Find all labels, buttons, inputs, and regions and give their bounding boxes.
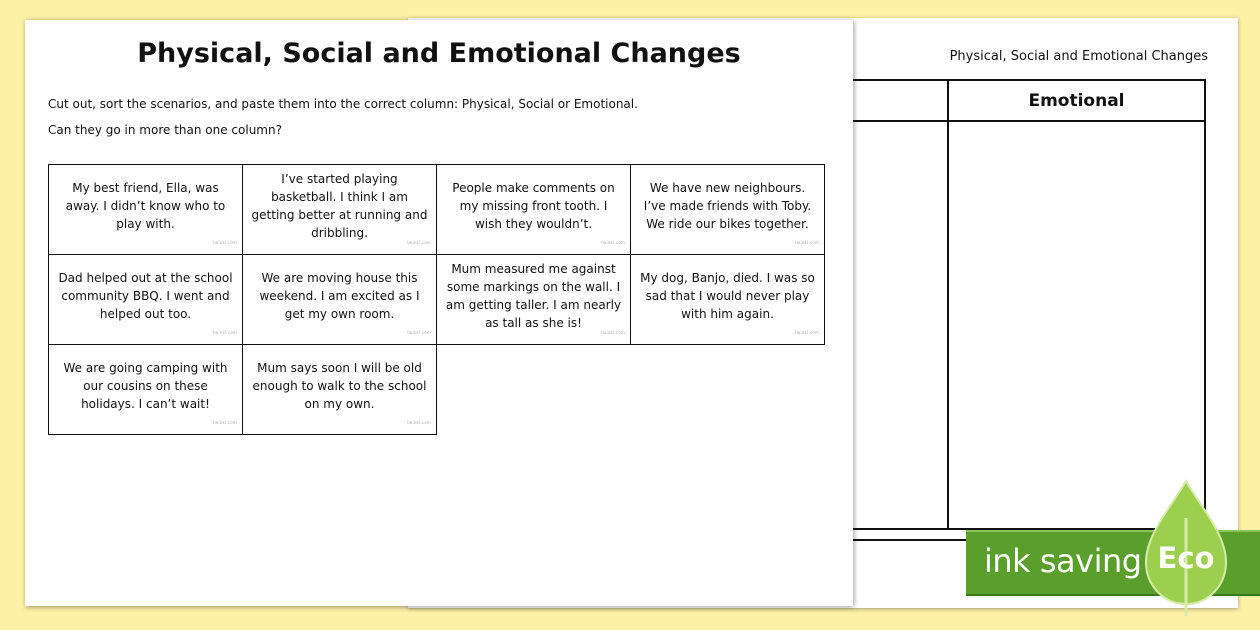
scenario-card-text: My dog, Banjo, died. I was so sad that I would never play with him again. [640, 270, 815, 321]
question-text: Can they go in more than one column? [48, 123, 282, 137]
scenario-card [48, 344, 243, 435]
front-worksheet-page [25, 20, 853, 606]
card-watermark: twinkl.com [213, 330, 237, 335]
eco-label: Eco [1157, 541, 1215, 575]
card-watermark: twinkl.com [213, 240, 237, 245]
scenario-card [630, 254, 825, 345]
scenario-card-text: People make comments on my missing front tooth. I wish they wouldn’t. [452, 180, 615, 231]
card-watermark: twinkl.com [601, 330, 625, 335]
column-header-emotional: Emotional [1028, 90, 1125, 111]
scenario-card [242, 254, 437, 345]
back-page-title: Physical, Social and Emotional Changes [949, 49, 1208, 64]
card-watermark: twinkl.com [795, 330, 819, 335]
card-watermark: twinkl.com [601, 240, 625, 245]
ink-saving-label: ink saving [984, 542, 1142, 580]
scenario-card-text: Mum says soon I will be old enough to walk to the school on my own. [252, 360, 427, 411]
scenario-card-text: I’ve started playing basketball. I think I am getting better at running and dribbling. [251, 171, 428, 240]
scenario-card [48, 164, 243, 255]
scenario-card [630, 164, 825, 255]
card-watermark: twinkl.com [795, 240, 819, 245]
header-divider [828, 120, 1204, 122]
card-watermark: twinkl.com [407, 420, 431, 425]
scenario-card [242, 164, 437, 255]
scenario-cards-grid [48, 164, 824, 434]
scenario-card-text: We are going camping with our cousins on these holidays. I can’t wait! [63, 360, 228, 411]
card-watermark: twinkl.com [407, 240, 431, 245]
scenario-card [436, 164, 631, 255]
instruction-text: Cut out, sort the scenarios, and paste them into the correct column: Physical, Social or Emotional. [48, 97, 638, 111]
scenario-card [436, 254, 631, 345]
scenario-card-text: Dad helped out at the school community BBQ. I went and helped out too. [58, 270, 233, 321]
scenario-card-text: We have new neighbours. I’ve made friends with Toby. We ride our bikes together. [643, 180, 812, 231]
page-title: Physical, Social and Emotional Changes [137, 38, 741, 69]
card-watermark: twinkl.com [213, 420, 237, 425]
scenario-card [242, 344, 437, 435]
column-divider [947, 81, 949, 528]
card-watermark: twinkl.com [407, 330, 431, 335]
scenario-card-text: My best friend, Ella, was away. I didn’t know who to play with. [65, 180, 226, 231]
scenario-card [48, 254, 243, 345]
scenario-card-text: We are moving house this weekend. I am excited as I get my own room. [259, 270, 420, 321]
scenario-card-text: Mum measured me against some markings on the wall. I am getting taller. I am nearly as tall as she is! [445, 261, 622, 330]
sorting-table [828, 79, 1206, 530]
